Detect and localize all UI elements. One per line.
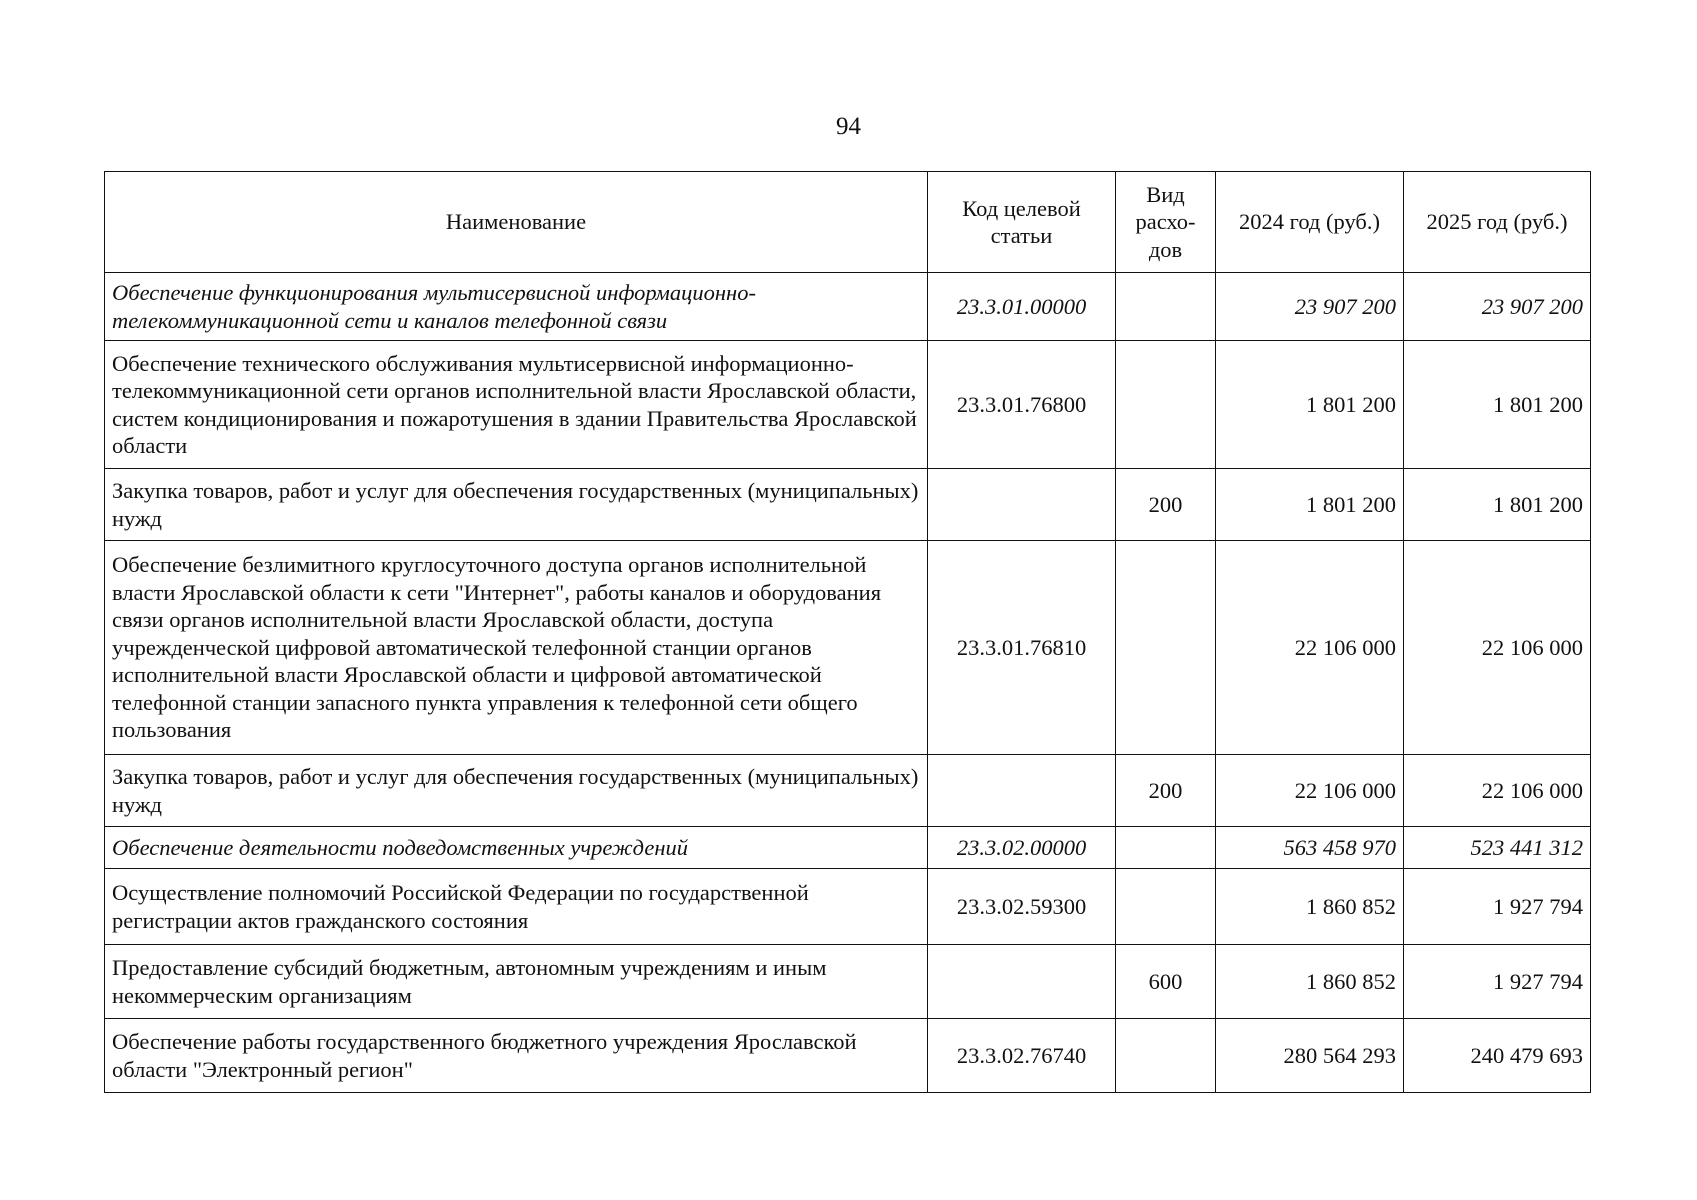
row-kind	[1116, 273, 1216, 341]
row-year-2025: 1 801 200	[1404, 341, 1591, 469]
table-row	[105, 541, 1591, 755]
row-year-2024: 563 458 970	[1216, 827, 1404, 869]
row-year-2025: 22 106 000	[1404, 541, 1591, 755]
row-year-2024: 1 801 200	[1216, 341, 1404, 469]
row-code: 23.3.02.59300	[928, 869, 1116, 945]
row-year-2025: 523 441 312	[1404, 827, 1591, 869]
row-year-2024: 1 860 852	[1216, 869, 1404, 945]
row-kind	[1116, 541, 1216, 755]
row-name: Предоставление субсидий бюджетным, автономным учреждениям и иным некоммерческим организациям	[105, 945, 928, 1019]
row-code	[928, 945, 1116, 1019]
header-expense-kind: Вид расхо-дов	[1116, 172, 1216, 273]
row-year-2024: 22 106 000	[1216, 541, 1404, 755]
header-name: Наименование	[105, 172, 928, 273]
row-year-2025: 1 927 794	[1404, 869, 1591, 945]
table-row	[105, 469, 1591, 541]
row-year-2025: 1 927 794	[1404, 945, 1591, 1019]
row-kind: 200	[1116, 755, 1216, 827]
row-kind	[1116, 341, 1216, 469]
table-header-row	[105, 172, 1591, 273]
table-row	[105, 827, 1591, 869]
row-code	[928, 469, 1116, 541]
row-year-2025: 1 801 200	[1404, 469, 1591, 541]
row-year-2024: 280 564 293	[1216, 1019, 1404, 1093]
row-year-2025: 240 479 693	[1404, 1019, 1591, 1093]
row-year-2025: 22 106 000	[1404, 755, 1591, 827]
row-kind	[1116, 869, 1216, 945]
row-name: Осуществление полномочий Российской Федерации по государственной регистрации актов гражданского состояния	[105, 869, 928, 945]
table-row	[105, 869, 1591, 945]
budget-table	[104, 171, 1591, 1093]
header-year-2024: 2024 год (руб.)	[1216, 172, 1404, 273]
row-code: 23.3.01.76810	[928, 541, 1116, 755]
row-name: Закупка товаров, работ и услуг для обеспечения государственных (муниципальных) нужд	[105, 755, 928, 827]
row-kind	[1116, 1019, 1216, 1093]
row-kind	[1116, 827, 1216, 869]
row-kind: 200	[1116, 469, 1216, 541]
row-year-2025: 23 907 200	[1404, 273, 1591, 341]
row-year-2024: 1 860 852	[1216, 945, 1404, 1019]
table-row	[105, 273, 1591, 341]
row-code: 23.3.01.76800	[928, 341, 1116, 469]
header-target-code: Код целевой статьи	[928, 172, 1116, 273]
table-row	[105, 1019, 1591, 1093]
row-code: 23.3.02.00000	[928, 827, 1116, 869]
row-name: Обеспечение безлимитного круглосуточного доступа органов исполнительной власти Ярославской области к сети "Интернет", работы каналов и оборудования связи органов исполнительной власти Ярославской области, доступа учрежденческой цифровой автоматической телефонной станции органов исполнительной власти Ярославской области и цифровой автоматической телефонной станции запасного пункта управления к телефонной сети общего пользования	[105, 541, 928, 755]
row-kind: 600	[1116, 945, 1216, 1019]
row-code: 23.3.02.76740	[928, 1019, 1116, 1093]
row-name: Закупка товаров, работ и услуг для обеспечения государственных (муниципальных) нужд	[105, 469, 928, 541]
row-name: Обеспечение функционирования мультисервисной информационно-телекоммуникационной сети и каналов телефонной связи	[105, 273, 928, 341]
page-number: 94	[836, 113, 861, 140]
row-code: 23.3.01.00000	[928, 273, 1116, 341]
row-code	[928, 755, 1116, 827]
table-row	[105, 945, 1591, 1019]
row-year-2024: 1 801 200	[1216, 469, 1404, 541]
table-row	[105, 341, 1591, 469]
row-year-2024: 22 106 000	[1216, 755, 1404, 827]
row-name: Обеспечение работы государственного бюджетного учреждения Ярославской области "Электронный регион"	[105, 1019, 928, 1093]
row-year-2024: 23 907 200	[1216, 273, 1404, 341]
row-name: Обеспечение технического обслуживания мультисервисной информационно-телекоммуникационной сети органов исполнительной власти Ярославской области, систем кондиционирования и пожаротушения в здании Правительства Ярославской области	[105, 341, 928, 469]
header-year-2025: 2025 год (руб.)	[1404, 172, 1591, 273]
table-row	[105, 755, 1591, 827]
row-name: Обеспечение деятельности подведомственных учреждений	[105, 827, 928, 869]
